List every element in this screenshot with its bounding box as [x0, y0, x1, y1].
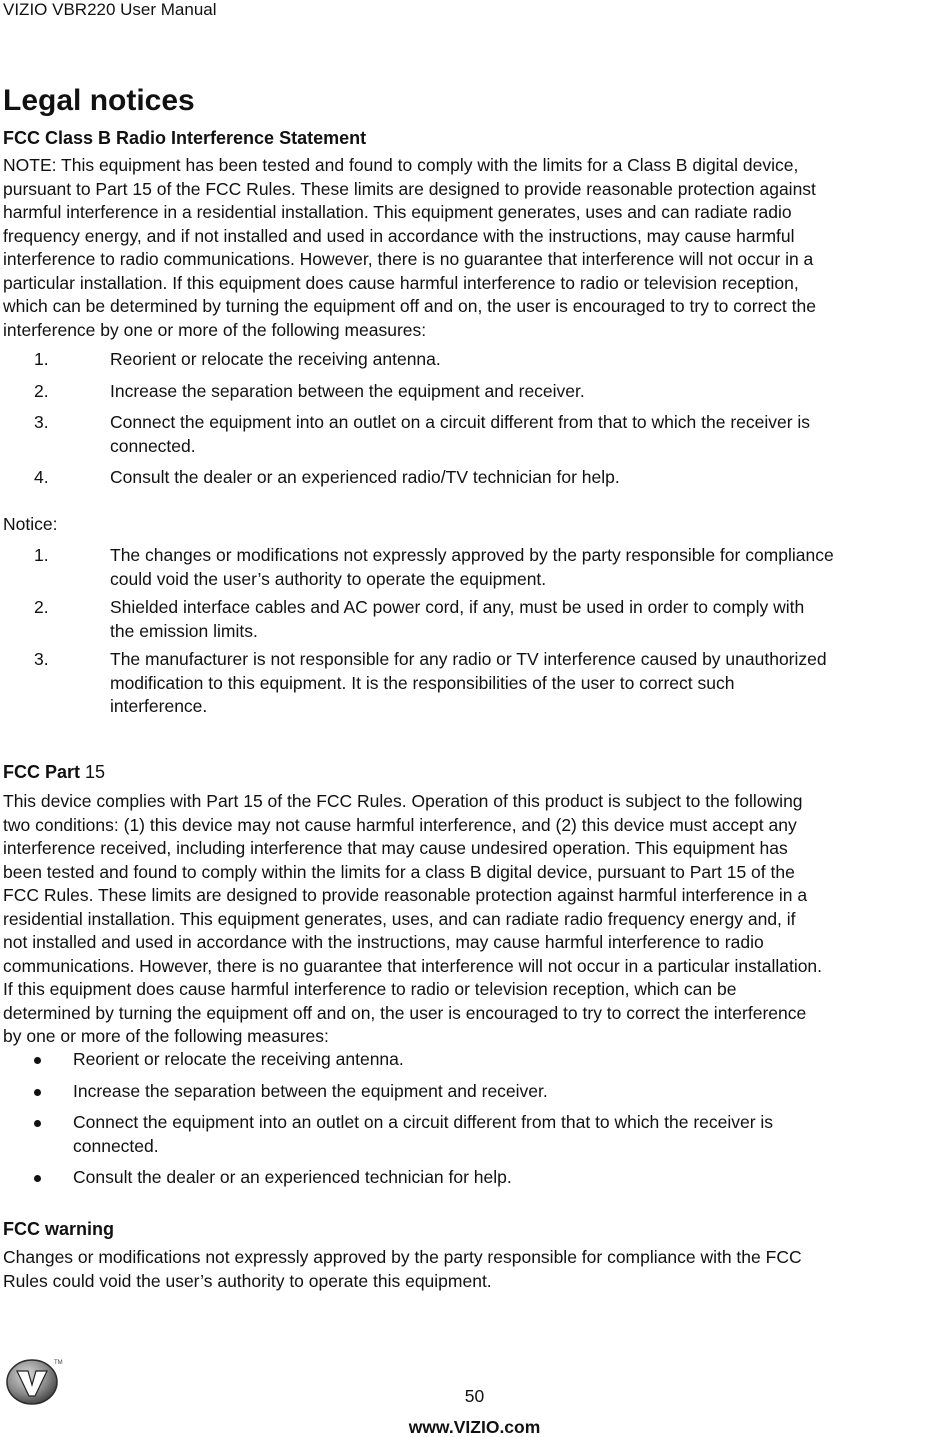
page-number: 50 — [464, 1386, 485, 1406]
heading-bold: FCC Part — [3, 762, 81, 782]
list-item — [0, 348, 949, 372]
list-item-text: Reorient or relocate the receiving antenna. — [73, 1049, 404, 1069]
list-item — [0, 1111, 949, 1158]
list-item-text: modification to this equipment. It is the responsibilities of the user to correct such — [110, 672, 735, 693]
text-line: harmful interference in a residential installation. This equipment generates, uses and can radiate radio — [3, 202, 792, 222]
text-line: residential installation. This equipment generates, uses, and can radiate radio frequency energy and, if — [3, 908, 796, 929]
list-item-text: Connect the equipment into an outlet on a circuit different from that to which the receiver is — [73, 1112, 774, 1132]
fcc-part-15-heading — [3, 761, 105, 783]
notice-label: Notice: — [3, 514, 58, 534]
list-item-text: The manufacturer is not responsible for any radio or TV interference caused by unauthorized — [110, 649, 827, 669]
list-number: 2. — [34, 597, 49, 617]
fcc-class-b-heading: FCC Class B Radio Interference Statement — [3, 128, 367, 148]
list-item — [0, 596, 949, 643]
list-item-text: Reorient or relocate the receiving antenna. — [110, 349, 441, 369]
svg-text:TM: TM — [54, 1360, 63, 1366]
list-item-text: Increase the separation between the equipment and receiver. — [110, 380, 585, 401]
text-line: interference received, including interference that may cause undesired operation. This equipment has — [3, 838, 788, 858]
list-number: 1. — [34, 349, 49, 369]
list-item — [0, 1048, 949, 1072]
list-number: 4. — [34, 467, 49, 487]
list-item-text: Consult the dealer or an experienced technician for help. — [73, 1167, 512, 1187]
list-item-text: connected. — [110, 435, 196, 456]
list-item-text: could void the user’s authority to operate the equipment. — [110, 568, 547, 589]
list-item — [0, 466, 949, 490]
list-item-text: the emission limits. — [110, 620, 258, 641]
list-item — [0, 648, 949, 719]
fcc-class-b-measures-list — [0, 348, 949, 490]
document-header: VIZIO VBR220 User Manual — [3, 0, 217, 19]
text-line: FCC Rules. These limits are designed to provide reasonable protection against harmful interference in a — [3, 885, 808, 905]
list-item-text: connected. — [73, 1135, 159, 1156]
list-number: 3. — [34, 649, 49, 669]
list-item-text: Shielded interface cables and AC power cord, if any, must be used in order to comply with — [110, 597, 805, 617]
list-item — [0, 411, 949, 458]
list-item-text: The changes or modifications not expressly approved by the party responsible for compliance — [110, 545, 834, 565]
heading-number: 15 — [80, 762, 106, 782]
footer-url: www.VIZIO.com — [408, 1417, 541, 1437]
list-number: 2. — [34, 380, 49, 401]
list-item-text: Increase the separation between the equipment and receiver. — [73, 1080, 548, 1101]
fcc-part-15-measures-list — [0, 1048, 949, 1190]
fcc-warning-text — [3, 1246, 949, 1293]
bullet-icon — [34, 1057, 41, 1064]
text-line: NOTE: This equipment has been tested and found to comply with the limits for a Class B digital device, — [3, 155, 799, 175]
list-number: 1. — [34, 545, 49, 565]
text-line: communications. However, there is no guarantee that interference will not occur in a particular installation. — [3, 955, 823, 976]
list-item-text: interference. — [110, 696, 208, 716]
bullet-icon — [34, 1175, 41, 1182]
bullet-icon — [34, 1089, 41, 1096]
list-item-text: Connect the equipment into an outlet on a circuit different from that to which the receiver is — [110, 412, 811, 432]
fcc-warning-heading: FCC warning — [3, 1219, 114, 1239]
text-line: Changes or modifications not expressly approved by the party responsible for compliance with the FCC — [3, 1247, 802, 1267]
fcc-part-15-statement — [3, 790, 949, 1049]
text-line: interference by one or more of the following measures: — [3, 319, 427, 340]
text-line: If this equipment does cause harmful interference to radio or television reception, which can be — [3, 979, 737, 999]
text-line: frequency energy, and if not installed and used in accordance with the instructions, may cause harmful — [3, 225, 795, 246]
list-item — [0, 380, 949, 404]
text-line: Rules could void the user’s authority to operate this equipment. — [3, 1270, 492, 1291]
list-item-text: Consult the dealer or an experienced radio/TV technician for help. — [110, 467, 620, 487]
list-item — [0, 1166, 949, 1190]
list-item — [0, 1080, 949, 1104]
text-line: interference to radio communications. However, there is no guarantee that interference will not occur in a — [3, 249, 814, 269]
fcc-class-b-statement — [3, 154, 949, 342]
list-number: 3. — [34, 412, 49, 432]
text-line: particular installation. If this equipment does cause harmful interference to radio or television reception, — [3, 272, 799, 293]
text-line: which can be determined by turning the equipment off and on, the user is encouraged to try to correct the — [3, 296, 816, 316]
text-line: determined by turning the equipment off and on, the user is encouraged to try to correct the interference — [3, 1002, 807, 1023]
list-item — [0, 544, 949, 591]
text-line: not installed and used in accordance with the instructions, may cause harmful interference to radio — [3, 932, 764, 952]
notice-list — [0, 544, 949, 719]
page-title: Legal notices — [3, 84, 195, 117]
text-line: been tested and found to comply within the limits for a class B digital device, pursuant to Part 15 of the — [3, 861, 795, 882]
text-line: by one or more of the following measures: — [3, 1026, 329, 1046]
text-line: pursuant to Part 15 of the FCC Rules. These limits are designed to provide reasonable protection against — [3, 178, 816, 199]
text-line: two conditions: (1) this device may not cause harmful interference, and (2) this device must accept any — [3, 814, 797, 835]
bullet-icon — [34, 1120, 41, 1127]
text-line: This device complies with Part 15 of the FCC Rules. Operation of this product is subject to the following — [3, 791, 803, 811]
